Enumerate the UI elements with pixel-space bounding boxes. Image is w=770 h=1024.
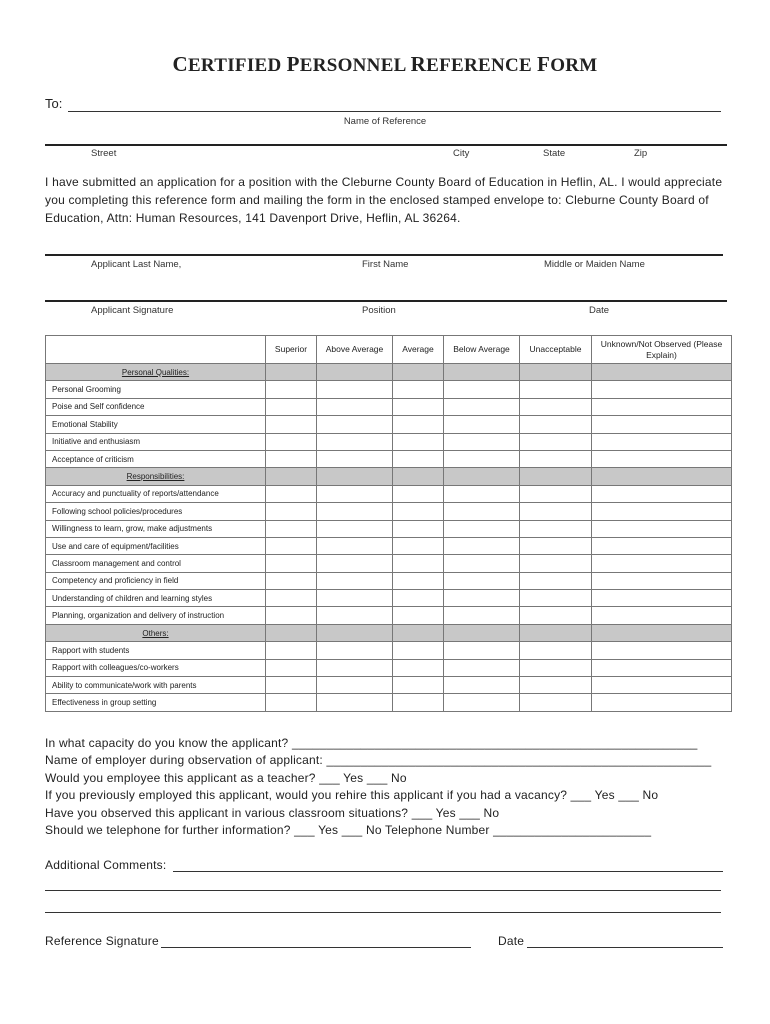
criterion-label: Understanding of children and learning styles bbox=[46, 590, 266, 607]
additional-comments-line-3[interactable] bbox=[45, 912, 721, 913]
additional-comments-label: Additional Comments: bbox=[45, 858, 167, 872]
rating-cell[interactable] bbox=[592, 503, 732, 520]
table-row bbox=[46, 590, 732, 607]
rating-cell[interactable] bbox=[393, 677, 444, 694]
rating-cell[interactable] bbox=[520, 381, 592, 398]
rating-cell[interactable] bbox=[520, 433, 592, 450]
rating-cell[interactable] bbox=[592, 381, 732, 398]
rating-cell[interactable] bbox=[520, 450, 592, 467]
applicant-signature-field[interactable] bbox=[45, 300, 727, 302]
section-shaded-cell bbox=[393, 364, 444, 381]
rating-cell[interactable] bbox=[317, 416, 393, 433]
rating-cell[interactable] bbox=[266, 520, 317, 537]
section-shaded-cell bbox=[444, 364, 520, 381]
rating-cell[interactable] bbox=[317, 572, 393, 589]
table-row bbox=[46, 607, 732, 624]
rating-cell[interactable] bbox=[266, 381, 317, 398]
rating-cell[interactable] bbox=[444, 450, 520, 467]
rating-cell[interactable] bbox=[592, 485, 732, 502]
rating-cell[interactable] bbox=[592, 520, 732, 537]
rating-cell[interactable] bbox=[592, 659, 732, 676]
first-name-label: First Name bbox=[362, 259, 409, 270]
rating-cell[interactable] bbox=[317, 590, 393, 607]
rating-cell[interactable] bbox=[444, 659, 520, 676]
criterion-label: Planning, organization and delivery of instruction bbox=[46, 607, 266, 624]
rating-cell[interactable] bbox=[520, 590, 592, 607]
rating-cell[interactable] bbox=[317, 537, 393, 554]
section-shaded-cell bbox=[592, 624, 732, 641]
rating-cell[interactable] bbox=[444, 537, 520, 554]
question-telephone[interactable]: Should we telephone for further information? ___ Yes ___ No Telephone Number _______________________ bbox=[45, 823, 652, 837]
rating-cell[interactable] bbox=[592, 416, 732, 433]
rating-cell[interactable] bbox=[393, 607, 444, 624]
section-shaded-cell bbox=[444, 468, 520, 485]
question-rehire[interactable]: If you previously employed this applicant, would you rehire this applicant if you had a vacancy? ___ Yes ___ No bbox=[45, 788, 659, 802]
rating-cell[interactable] bbox=[266, 416, 317, 433]
section-header-row bbox=[46, 364, 732, 381]
form-title: CERTIFIED PERSONNEL REFERENCE FORM bbox=[172, 52, 598, 76]
rating-cell[interactable] bbox=[520, 555, 592, 572]
additional-comments-line-2[interactable] bbox=[45, 890, 721, 891]
rating-cell[interactable] bbox=[393, 381, 444, 398]
criterion-label: Poise and Self confidence bbox=[46, 398, 266, 415]
criterion-label: Rapport with students bbox=[46, 642, 266, 659]
section-shaded-cell bbox=[520, 468, 592, 485]
rating-cell[interactable] bbox=[317, 659, 393, 676]
table-row bbox=[46, 572, 732, 589]
rating-cell[interactable] bbox=[393, 694, 444, 711]
rating-cell[interactable] bbox=[266, 555, 317, 572]
rating-cell[interactable] bbox=[317, 503, 393, 520]
rating-cell[interactable] bbox=[393, 503, 444, 520]
table-row bbox=[46, 381, 732, 398]
table-row bbox=[46, 642, 732, 659]
rating-cell[interactable] bbox=[520, 677, 592, 694]
rating-cell[interactable] bbox=[520, 520, 592, 537]
criterion-label: Acceptance of criticism bbox=[46, 450, 266, 467]
rating-cell[interactable] bbox=[317, 450, 393, 467]
rating-cell[interactable] bbox=[520, 694, 592, 711]
rating-cell[interactable] bbox=[592, 607, 732, 624]
rating-cell[interactable] bbox=[592, 590, 732, 607]
table-row bbox=[46, 555, 732, 572]
rating-cell[interactable] bbox=[393, 555, 444, 572]
street-label: Street bbox=[91, 148, 117, 159]
middle-name-label: Middle or Maiden Name bbox=[544, 259, 645, 270]
rating-cell[interactable] bbox=[444, 416, 520, 433]
rating-cell[interactable] bbox=[520, 659, 592, 676]
rating-cell[interactable] bbox=[592, 537, 732, 554]
address-field[interactable] bbox=[45, 144, 727, 146]
rating-cell[interactable] bbox=[317, 555, 393, 572]
rating-cell[interactable] bbox=[592, 642, 732, 659]
rating-header: Superior bbox=[266, 336, 317, 364]
name-of-reference-label: Name of Reference bbox=[343, 116, 427, 127]
rating-cell[interactable] bbox=[393, 572, 444, 589]
rating-cell[interactable] bbox=[317, 485, 393, 502]
section-shaded-cell bbox=[592, 468, 732, 485]
state-label: State bbox=[543, 148, 566, 159]
rating-cell[interactable] bbox=[266, 503, 317, 520]
rating-header: Unacceptable bbox=[520, 336, 592, 364]
rating-header: Above Average bbox=[317, 336, 393, 364]
question-observed[interactable]: Have you observed this applicant in various classroom situations? ___ Yes ___ No bbox=[45, 806, 500, 820]
table-row bbox=[46, 659, 732, 676]
rating-cell[interactable] bbox=[393, 433, 444, 450]
section-shaded-cell bbox=[393, 624, 444, 641]
rating-cell[interactable] bbox=[592, 555, 732, 572]
section-shaded-cell bbox=[592, 364, 732, 381]
rating-cell[interactable] bbox=[393, 642, 444, 659]
reference-signature-label: Reference Signature bbox=[45, 934, 159, 948]
rating-cell[interactable] bbox=[520, 537, 592, 554]
question-employ-as-teacher[interactable]: Would you employee this applicant as a teacher? ___ Yes ___ No bbox=[45, 771, 407, 785]
table-row bbox=[46, 537, 732, 554]
intro-paragraph: I have submitted an application for a position with the Cleburne County Board of Education in Heflin, AL. I would appreciate you completing this reference form and mailing the form in the enclosed stamped envelope to: Cleburne County Board of Education, Attn: Human Resources, 141 Davenport Drive, Heflin, AL 36264. bbox=[45, 175, 723, 225]
applicant-name-field[interactable] bbox=[45, 254, 723, 256]
header-blank-cell bbox=[46, 336, 266, 364]
rating-cell[interactable] bbox=[444, 381, 520, 398]
question-employer[interactable]: Name of employer during observation of applicant: ________________________________________________________ bbox=[45, 753, 712, 767]
rating-cell[interactable] bbox=[266, 572, 317, 589]
rating-cell[interactable] bbox=[444, 433, 520, 450]
table-row bbox=[46, 433, 732, 450]
rating-cell[interactable] bbox=[520, 485, 592, 502]
rating-cell[interactable] bbox=[520, 607, 592, 624]
question-capacity[interactable]: In what capacity do you know the applicant? ___________________________________________________________ bbox=[45, 736, 698, 750]
section-shaded-cell bbox=[317, 624, 393, 641]
rating-cell[interactable] bbox=[592, 398, 732, 415]
to-field[interactable] bbox=[68, 111, 721, 112]
rating-cell[interactable] bbox=[317, 607, 393, 624]
criterion-label: Initiative and enthusiasm bbox=[46, 433, 266, 450]
criterion-label: Effectiveness in group setting bbox=[46, 694, 266, 711]
rating-cell[interactable] bbox=[592, 677, 732, 694]
rating-cell[interactable] bbox=[317, 520, 393, 537]
city-label: City bbox=[453, 148, 470, 159]
rating-cell[interactable] bbox=[266, 642, 317, 659]
applicant-date-label: Date bbox=[589, 305, 610, 316]
rating-cell[interactable] bbox=[444, 677, 520, 694]
criterion-label: Use and care of equipment/facilities bbox=[46, 537, 266, 554]
section-shaded-cell bbox=[266, 624, 317, 641]
rating-cell[interactable] bbox=[444, 694, 520, 711]
rating-cell[interactable] bbox=[317, 677, 393, 694]
rating-cell[interactable] bbox=[444, 503, 520, 520]
section-shaded-cell bbox=[266, 364, 317, 381]
criterion-label: Ability to communicate/work with parents bbox=[46, 677, 266, 694]
criterion-label: Classroom management and control bbox=[46, 555, 266, 572]
table-header-row bbox=[46, 336, 732, 364]
rating-cell[interactable] bbox=[317, 433, 393, 450]
rating-cell[interactable] bbox=[444, 642, 520, 659]
rating-cell[interactable] bbox=[393, 398, 444, 415]
rating-cell[interactable] bbox=[592, 433, 732, 450]
rating-cell[interactable] bbox=[393, 450, 444, 467]
rating-cell[interactable] bbox=[444, 398, 520, 415]
rating-cell[interactable] bbox=[266, 677, 317, 694]
zip-label: Zip bbox=[634, 148, 648, 159]
applicant-last-name-label: Applicant Last Name, bbox=[91, 259, 182, 270]
rating-cell[interactable] bbox=[266, 450, 317, 467]
table-row bbox=[46, 450, 732, 467]
rating-cell[interactable] bbox=[520, 416, 592, 433]
rating-cell[interactable] bbox=[444, 485, 520, 502]
rating-header: Below Average bbox=[444, 336, 520, 364]
rating-cell[interactable] bbox=[266, 433, 317, 450]
additional-comments-line-1[interactable] bbox=[173, 871, 723, 872]
rating-cell[interactable] bbox=[444, 555, 520, 572]
rating-cell[interactable] bbox=[317, 398, 393, 415]
table-row bbox=[46, 503, 732, 520]
section-shaded-cell bbox=[444, 624, 520, 641]
section-title: Personal Qualities: bbox=[46, 364, 266, 381]
table-row bbox=[46, 694, 732, 711]
rating-cell[interactable] bbox=[393, 416, 444, 433]
reference-signature-field[interactable] bbox=[161, 947, 471, 948]
rating-cell[interactable] bbox=[592, 450, 732, 467]
rating-cell[interactable] bbox=[266, 607, 317, 624]
rating-header: Average bbox=[393, 336, 444, 364]
position-label: Position bbox=[362, 305, 396, 316]
rating-cell[interactable] bbox=[266, 485, 317, 502]
rating-cell[interactable] bbox=[444, 590, 520, 607]
rating-cell[interactable] bbox=[520, 642, 592, 659]
rating-cell[interactable] bbox=[520, 572, 592, 589]
section-shaded-cell bbox=[317, 364, 393, 381]
rating-cell[interactable] bbox=[317, 381, 393, 398]
criterion-label: Competency and proficiency in field bbox=[46, 572, 266, 589]
rating-cell[interactable] bbox=[592, 694, 732, 711]
criterion-label: Emotional Stability bbox=[46, 416, 266, 433]
rating-cell[interactable] bbox=[393, 485, 444, 502]
table-row bbox=[46, 520, 732, 537]
criterion-label: Rapport with colleagues/co-workers bbox=[46, 659, 266, 676]
rating-cell[interactable] bbox=[266, 398, 317, 415]
section-shaded-cell bbox=[520, 364, 592, 381]
rating-cell[interactable] bbox=[266, 537, 317, 554]
section-shaded-cell bbox=[520, 624, 592, 641]
criterion-label: Following school policies/procedures bbox=[46, 503, 266, 520]
rating-cell[interactable] bbox=[520, 398, 592, 415]
table-row bbox=[46, 416, 732, 433]
table-row bbox=[46, 485, 732, 502]
rating-cell[interactable] bbox=[393, 590, 444, 607]
section-shaded-cell bbox=[317, 468, 393, 485]
signature-date-label: Date bbox=[498, 934, 525, 948]
section-header-row bbox=[46, 468, 732, 485]
rating-cell[interactable] bbox=[266, 694, 317, 711]
rating-cell[interactable] bbox=[266, 659, 317, 676]
rating-cell[interactable] bbox=[592, 572, 732, 589]
section-shaded-cell bbox=[393, 468, 444, 485]
criterion-label: Willingness to learn, grow, make adjustments bbox=[46, 520, 266, 537]
rating-cell[interactable] bbox=[266, 590, 317, 607]
rating-cell[interactable] bbox=[444, 607, 520, 624]
rating-cell[interactable] bbox=[444, 572, 520, 589]
table-row bbox=[46, 677, 732, 694]
rating-table bbox=[45, 335, 732, 712]
section-title: Others: bbox=[46, 624, 266, 641]
rating-cell[interactable] bbox=[393, 659, 444, 676]
to-label: To: bbox=[45, 96, 63, 111]
criterion-label: Accuracy and punctuality of reports/attendance bbox=[46, 485, 266, 502]
table-row bbox=[46, 398, 732, 415]
section-header-row bbox=[46, 624, 732, 641]
rating-header: Unknown/Not Observed (Please Explain) bbox=[592, 336, 732, 364]
criterion-label: Personal Grooming bbox=[46, 381, 266, 398]
signature-date-field[interactable] bbox=[527, 947, 723, 948]
rating-cell[interactable] bbox=[317, 642, 393, 659]
rating-cell[interactable] bbox=[393, 520, 444, 537]
rating-cell[interactable] bbox=[520, 503, 592, 520]
section-shaded-cell bbox=[266, 468, 317, 485]
section-title: Responsibilities: bbox=[46, 468, 266, 485]
applicant-signature-label: Applicant Signature bbox=[91, 305, 174, 316]
rating-cell[interactable] bbox=[393, 537, 444, 554]
rating-cell[interactable] bbox=[444, 520, 520, 537]
rating-cell[interactable] bbox=[317, 694, 393, 711]
